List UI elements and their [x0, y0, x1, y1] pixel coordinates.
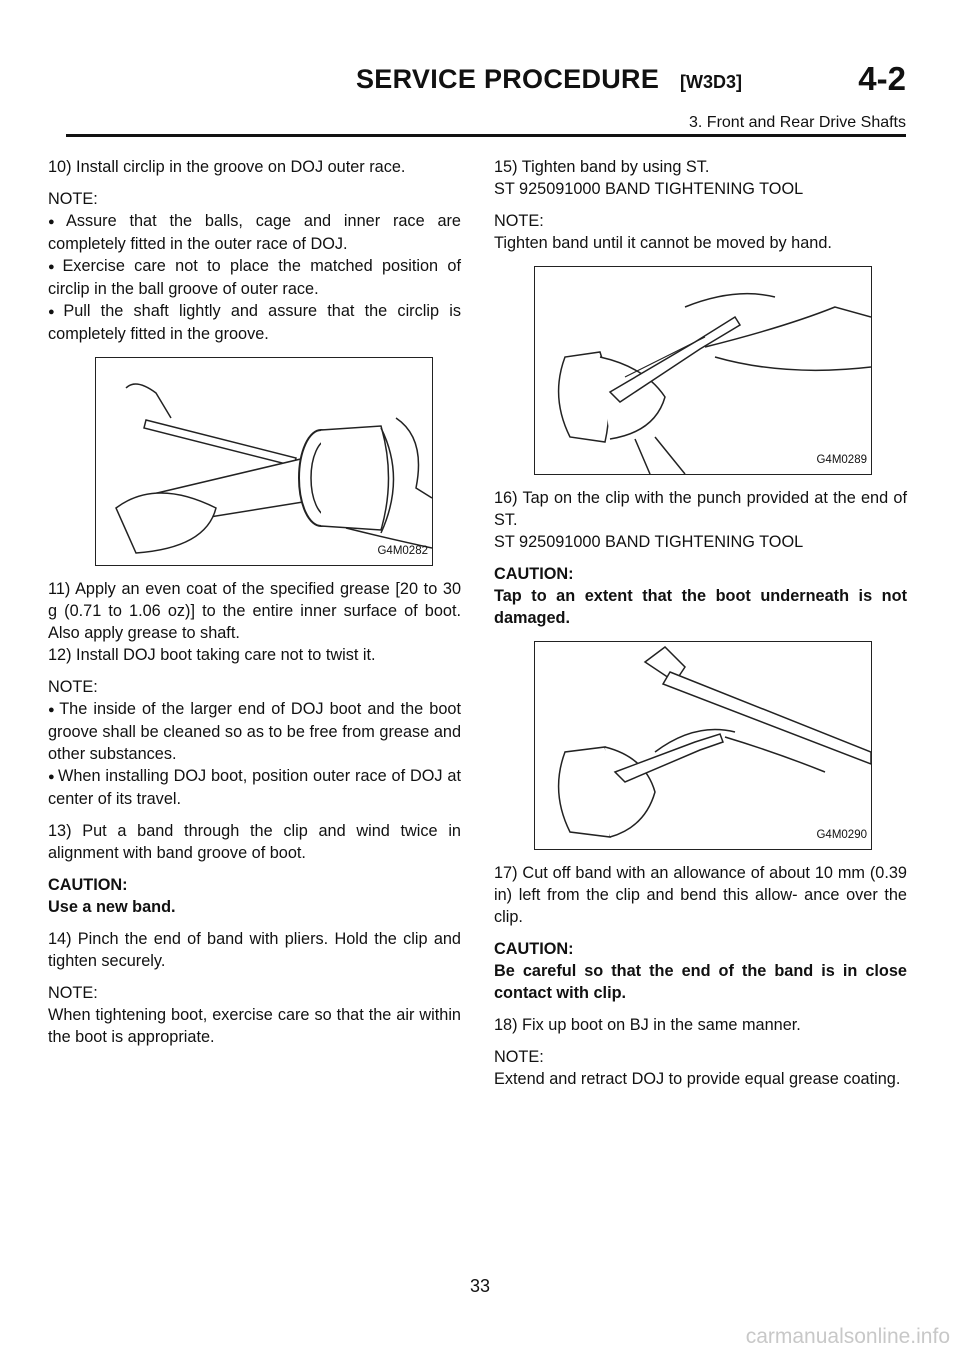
left-column: [48, 156, 461, 1058]
note-label: NOTE:: [48, 190, 98, 208]
figure-caption: G4M0289: [816, 454, 867, 466]
header-title: SERVICE PROCEDURE: [356, 64, 660, 94]
clip-tapping-illustration: [535, 642, 871, 849]
caution-label: CAUTION:: [494, 940, 574, 958]
right-column: [494, 156, 907, 1100]
step-14: 14) Pinch the end of band with pliers. Hold the clip and tighten securely.: [48, 930, 461, 970]
note-label: NOTE:: [494, 212, 544, 230]
note-bullet: ● Assure that the balls, cage and inner race are completely fitted in the outer race of DOJ.: [48, 210, 461, 255]
special-tool: ST 925091000 BAND TIGHTENING TOOL: [494, 180, 804, 198]
note-text: Tighten band until it cannot be moved by hand.: [494, 234, 832, 252]
special-tool: ST 925091000 BAND TIGHTENING TOOL: [494, 533, 804, 551]
step-10: 10) Install circlip in the groove on DOJ outer race.: [48, 158, 406, 176]
figure-circlip-install: [95, 357, 433, 566]
caution-text: Be careful so that the end of the band is in close contact with clip.: [494, 962, 907, 1002]
note-bullet: ● Exercise care not to place the matched position of circlip in the ball groove of outer race.: [48, 255, 461, 300]
figure-caption: G4M0282: [377, 545, 428, 557]
figure-band-tightening: [534, 266, 872, 475]
step-12: 12) Install DOJ boot taking care not to twist it.: [48, 646, 376, 664]
page-number: 33: [469, 1276, 491, 1296]
note-text: When tightening boot, exercise care so that the air within the boot is appropriate.: [48, 1006, 461, 1046]
caution-label: CAUTION:: [48, 876, 128, 894]
page-header: [66, 60, 906, 131]
note-bullet: ● When installing DOJ boot, position outer race of DOJ at center of its travel.: [48, 765, 461, 810]
caution-text: Tap to an extent that the boot underneath is not damaged.: [494, 587, 907, 627]
header-section-number: 4-2: [858, 60, 906, 97]
figure-clip-tapping: [534, 641, 872, 850]
step-17: 17) Cut off band with an allowance of about 10 mm (0.39 in) left from the clip and bend this allow- ance over the clip.: [494, 864, 907, 926]
step-16: 16) Tap on the clip with the punch provided at the end of ST.: [494, 489, 907, 529]
note-label: NOTE:: [48, 678, 98, 696]
note-label: NOTE:: [48, 984, 98, 1002]
step-18: 18) Fix up boot on BJ in the same manner.: [494, 1016, 801, 1034]
note-bullet: ● Pull the shaft lightly and assure that the circlip is completely fitted in the groove.: [48, 300, 461, 345]
figure-caption: G4M0290: [816, 829, 867, 841]
header-subtitle: 3. Front and Rear Drive Shafts: [689, 114, 906, 131]
note-text: Extend and retract DOJ to provide equal grease coating.: [494, 1070, 901, 1088]
step-13: 13) Put a band through the clip and wind twice in alignment with band groove of boot.: [48, 822, 461, 862]
caution-label: CAUTION:: [494, 565, 574, 583]
band-tightening-illustration: [535, 267, 871, 474]
caution-text: Use a new band.: [48, 898, 176, 916]
header-rule: [66, 134, 906, 137]
note-bullet: ● The inside of the larger end of DOJ boot and the boot groove shall be cleaned so as to be free from grease and other substances.: [48, 698, 461, 765]
header-code: [W3D3]: [680, 72, 742, 92]
watermark: carmanualsonline.info: [745, 1325, 950, 1348]
step-15: 15) Tighten band by using ST.: [494, 158, 710, 176]
circlip-illustration: [96, 358, 432, 565]
step-11: 11) Apply an even coat of the specified grease [20 to 30 g (0.71 to 1.06 oz)] to the entire inner surface of boot. Also apply grease to shaft.: [48, 580, 461, 642]
note-label: NOTE:: [494, 1048, 544, 1066]
